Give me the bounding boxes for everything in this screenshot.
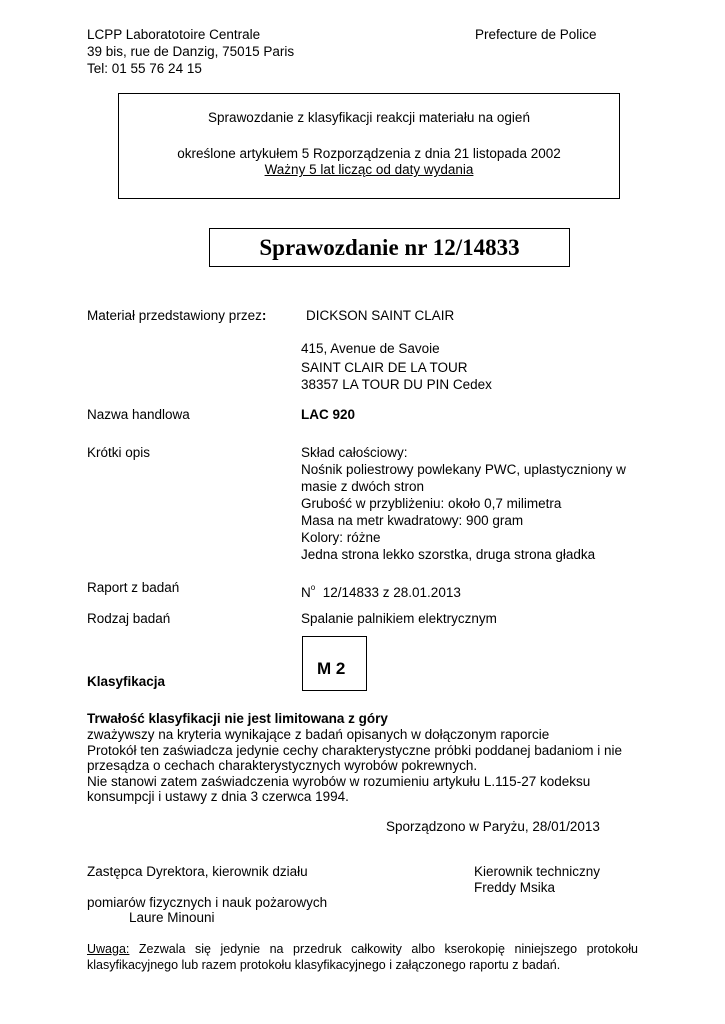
classification-box <box>302 636 367 691</box>
classification-value: M 2 <box>317 659 346 678</box>
test-type-label: Rodzaj badań <box>87 611 171 626</box>
validity-note: Ważny 5 lat licząc od daty wydania <box>264 162 474 177</box>
durability-line: Protokół ten zaświadcza jedynie cechy charakterystyczne próbki poddanej badaniom i nie <box>87 743 623 758</box>
description-label: Krótki opis <box>87 445 151 460</box>
reproduction-note <box>87 941 638 973</box>
signatory-right-name: Freddy Msika <box>474 880 556 895</box>
material-address-1: 415, Avenue de Savoie <box>301 341 440 356</box>
signatory-left-name: Laure Minouni <box>129 910 215 925</box>
trade-name-value: LAC 920 <box>301 407 356 422</box>
material-label: Materiał przedstawiony przez: <box>87 308 267 323</box>
description-line: Jedna strona lekko szorstka, druga strona gładka <box>301 547 596 562</box>
description-line: Grubość w przybliżeniu: około 0,7 milimetra <box>301 496 562 511</box>
test-report-value: $N^o$ 12/14833 z 28.01.2013 <box>301 583 461 600</box>
lab-phone: Tel: 01 55 76 24 15 <box>87 61 202 76</box>
intro-line-1: Sprawozdanie z klasyfikacji reakcji materiału na ogień <box>208 110 530 125</box>
signatory-right-title: Kierownik techniczny <box>474 864 601 879</box>
signatory-left-title: Zastępca Dyrektora, kierownik działu <box>87 864 308 879</box>
description-line: masie z dwóch stron <box>301 479 425 494</box>
description-line: Skład całościowy: <box>301 445 408 460</box>
note-text: Zezwala się jedynie na przedruk całkowity albo kserokopię niniejszego protokołu klasyfikacyjnego lub razem protokołu klasyfikacyjnego i załączonego raportu z badań. <box>87 942 638 972</box>
intro-box <box>118 93 620 199</box>
durability-heading: Trwałość klasyfikacji nie jest limitowana z góry <box>87 711 388 726</box>
durability-line: zważywszy na kryteria wynikające z badań opisanych w dołączonym raporcie <box>87 727 550 742</box>
durability-line: konsumpcji i ustawy z dnia 3 czerwca 1994. <box>87 789 349 804</box>
report-title: Sprawozdanie nr 12/14833 <box>209 228 570 267</box>
description-line: Nośnik poliestrowy powlekany PWC, uplastyczniony w <box>301 462 626 477</box>
test-type-value: Spalanie palnikiem elektrycznym <box>301 611 497 626</box>
lab-address: 39 bis, rue de Danzig, 75015 Paris <box>87 44 295 59</box>
place-date: Sporządzono w Paryżu, 28/01/2013 <box>386 819 600 834</box>
material-address-3: 38357 LA TOUR DU PIN Cedex <box>301 377 492 392</box>
material-address-2: SAINT CLAIR DE LA TOUR <box>301 360 468 375</box>
classification-label: Klasyfikacja <box>87 674 166 689</box>
prefecture-name: Prefecture de Police <box>475 27 597 42</box>
material-company: DICKSON SAINT CLAIR <box>306 308 455 323</box>
note-label: Uwaga: <box>87 942 130 956</box>
trade-name-label: Nazwa handlowa <box>87 407 190 422</box>
durability-line: Nie stanowi zatem zaświadczenia wyrobów w rozumieniu artykułu L.115-27 kodeksu <box>87 774 591 789</box>
durability-line: przesądza o cechach charakterystycznych wyrobów pokrewnych. <box>87 758 478 773</box>
signatory-left-department: pomiarów fizycznych i nauk pożarowych <box>87 895 328 910</box>
description-line: Kolory: różne <box>301 530 381 545</box>
intro-line-2: określone artykułem 5 Rozporządzenia z dnia 21 listopada 2002 <box>177 146 561 161</box>
description-line: Masa na metr kwadratowy: 900 gram <box>301 513 524 528</box>
lab-name: LCPP Laboratotoire Centrale <box>87 27 261 42</box>
test-report-label: Raport z badań <box>87 580 180 595</box>
